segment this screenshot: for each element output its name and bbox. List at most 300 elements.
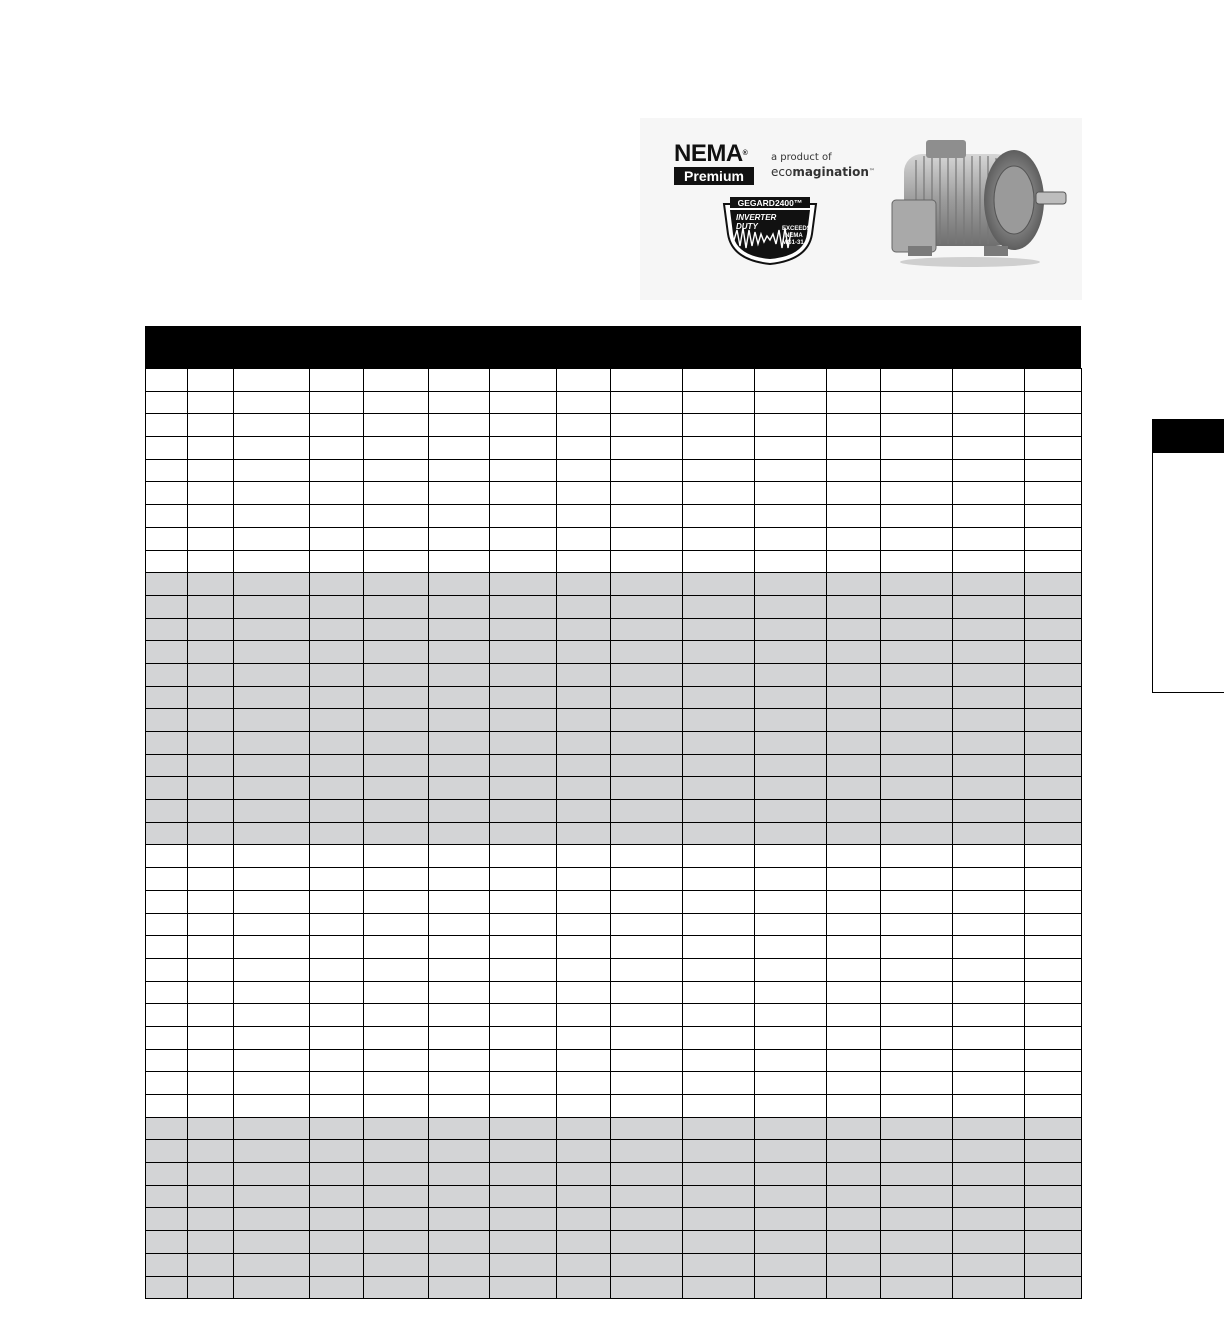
table-cell bbox=[611, 936, 683, 959]
table-cell bbox=[310, 709, 364, 732]
table-cell bbox=[146, 800, 188, 823]
table-cell bbox=[881, 1095, 953, 1118]
table-cell bbox=[188, 595, 234, 618]
table-cell bbox=[953, 437, 1025, 460]
table-cell bbox=[234, 527, 310, 550]
table-cell bbox=[188, 550, 234, 573]
table-cell bbox=[490, 1095, 557, 1118]
table-cell bbox=[755, 414, 827, 437]
table-cell bbox=[557, 1163, 611, 1186]
table-cell bbox=[1025, 482, 1082, 505]
table-cell bbox=[490, 482, 557, 505]
table-cell bbox=[146, 1208, 188, 1231]
table-cell bbox=[953, 641, 1025, 664]
table-cell bbox=[310, 1208, 364, 1231]
table-cell bbox=[953, 936, 1025, 959]
table-cell bbox=[557, 595, 611, 618]
table-cell bbox=[188, 482, 234, 505]
table-cell bbox=[881, 391, 953, 414]
table-cell bbox=[310, 414, 364, 437]
table-cell bbox=[429, 890, 490, 913]
table-cell bbox=[146, 913, 188, 936]
table-cell bbox=[1025, 958, 1082, 981]
table-cell bbox=[755, 1140, 827, 1163]
table-cell bbox=[310, 890, 364, 913]
table-cell bbox=[429, 1208, 490, 1231]
table-cell bbox=[881, 732, 953, 755]
table-cell bbox=[953, 573, 1025, 596]
table-cell bbox=[429, 1117, 490, 1140]
table-cell bbox=[490, 686, 557, 709]
table-cell bbox=[827, 732, 881, 755]
table-row bbox=[146, 573, 1082, 596]
table-cell bbox=[188, 709, 234, 732]
table-row bbox=[146, 845, 1082, 868]
table-cell bbox=[234, 1072, 310, 1095]
table-cell bbox=[490, 1117, 557, 1140]
table-cell bbox=[953, 1185, 1025, 1208]
table-cell bbox=[953, 505, 1025, 528]
table-cell bbox=[611, 890, 683, 913]
table-cell bbox=[755, 732, 827, 755]
table-cell bbox=[557, 1004, 611, 1027]
table-cell bbox=[953, 1163, 1025, 1186]
table-cell bbox=[429, 1163, 490, 1186]
table-cell bbox=[1025, 663, 1082, 686]
table-cell bbox=[611, 505, 683, 528]
table-cell bbox=[953, 1276, 1025, 1299]
table-cell bbox=[310, 1163, 364, 1186]
table-cell bbox=[364, 437, 429, 460]
table-cell bbox=[490, 369, 557, 392]
table-cell bbox=[683, 1253, 755, 1276]
table-row bbox=[146, 1072, 1082, 1095]
table-cell bbox=[234, 482, 310, 505]
table-cell bbox=[364, 1049, 429, 1072]
table-cell bbox=[827, 686, 881, 709]
table-cell bbox=[429, 641, 490, 664]
table-cell bbox=[310, 1231, 364, 1254]
table-cell bbox=[557, 822, 611, 845]
table-cell bbox=[188, 414, 234, 437]
table-cell bbox=[827, 1095, 881, 1118]
table-cell bbox=[188, 1163, 234, 1186]
table-cell bbox=[611, 595, 683, 618]
table-cell bbox=[429, 754, 490, 777]
table-cell bbox=[953, 595, 1025, 618]
table-cell bbox=[755, 527, 827, 550]
table-cell bbox=[146, 686, 188, 709]
table-cell bbox=[1025, 777, 1082, 800]
table-cell bbox=[234, 437, 310, 460]
table-row bbox=[146, 913, 1082, 936]
table-cell bbox=[1025, 936, 1082, 959]
table-cell bbox=[490, 1276, 557, 1299]
table-cell bbox=[490, 1253, 557, 1276]
table-cell bbox=[755, 391, 827, 414]
table-cell bbox=[429, 391, 490, 414]
table-cell bbox=[188, 527, 234, 550]
table-cell bbox=[827, 754, 881, 777]
table-cell bbox=[146, 437, 188, 460]
table-row bbox=[146, 754, 1082, 777]
table-cell bbox=[310, 1253, 364, 1276]
table-cell bbox=[146, 845, 188, 868]
table-cell bbox=[234, 777, 310, 800]
table-cell bbox=[557, 1231, 611, 1254]
table-row bbox=[146, 1095, 1082, 1118]
table-cell bbox=[188, 1185, 234, 1208]
table-cell bbox=[146, 369, 188, 392]
table-row bbox=[146, 482, 1082, 505]
table-cell bbox=[429, 369, 490, 392]
table-cell bbox=[234, 890, 310, 913]
table-cell bbox=[827, 958, 881, 981]
table-cell bbox=[755, 1208, 827, 1231]
table-row bbox=[146, 709, 1082, 732]
table-cell bbox=[146, 618, 188, 641]
table-cell bbox=[881, 868, 953, 891]
table-cell bbox=[234, 1185, 310, 1208]
table-cell bbox=[188, 618, 234, 641]
table-cell bbox=[429, 414, 490, 437]
table-cell bbox=[827, 618, 881, 641]
table-cell bbox=[611, 958, 683, 981]
table-cell bbox=[146, 936, 188, 959]
table-cell bbox=[364, 1185, 429, 1208]
table-cell bbox=[827, 573, 881, 596]
table-cell bbox=[1025, 391, 1082, 414]
table-cell bbox=[683, 641, 755, 664]
table-cell bbox=[364, 663, 429, 686]
table-cell bbox=[953, 1049, 1025, 1072]
table-cell bbox=[881, 1231, 953, 1254]
table-cell bbox=[146, 822, 188, 845]
eco-tm: ™ bbox=[868, 168, 875, 175]
table-cell bbox=[611, 1117, 683, 1140]
table-cell bbox=[881, 1185, 953, 1208]
table-cell bbox=[827, 1140, 881, 1163]
table-cell bbox=[755, 754, 827, 777]
table-cell bbox=[953, 822, 1025, 845]
table-cell bbox=[557, 641, 611, 664]
table-cell bbox=[429, 800, 490, 823]
table-cell bbox=[953, 686, 1025, 709]
table-cell bbox=[188, 1276, 234, 1299]
table-cell bbox=[827, 1072, 881, 1095]
table-cell bbox=[683, 414, 755, 437]
table-cell bbox=[1025, 1185, 1082, 1208]
table-cell bbox=[310, 1276, 364, 1299]
table-cell bbox=[953, 1095, 1025, 1118]
table-cell bbox=[490, 754, 557, 777]
table-cell bbox=[953, 527, 1025, 550]
table-cell bbox=[310, 800, 364, 823]
table-cell bbox=[490, 732, 557, 755]
table-cell bbox=[611, 777, 683, 800]
table-cell bbox=[881, 981, 953, 1004]
table-cell bbox=[188, 1026, 234, 1049]
table-cell bbox=[557, 1117, 611, 1140]
table-cell bbox=[146, 1276, 188, 1299]
table-cell bbox=[429, 550, 490, 573]
table-cell bbox=[755, 459, 827, 482]
gegard-line3: EXCEEDS bbox=[782, 226, 811, 232]
table-row bbox=[146, 527, 1082, 550]
table-cell bbox=[611, 550, 683, 573]
table-cell bbox=[234, 709, 310, 732]
table-cell bbox=[188, 1004, 234, 1027]
table-cell bbox=[611, 981, 683, 1004]
table-cell bbox=[611, 1208, 683, 1231]
table-cell bbox=[1025, 1276, 1082, 1299]
table-cell bbox=[1025, 641, 1082, 664]
table-cell bbox=[364, 573, 429, 596]
table-cell bbox=[557, 981, 611, 1004]
nema-word: NEMA bbox=[674, 140, 743, 167]
table-cell bbox=[611, 1095, 683, 1118]
table-cell bbox=[429, 732, 490, 755]
table-cell bbox=[146, 777, 188, 800]
table-cell bbox=[1025, 369, 1082, 392]
table-cell bbox=[953, 1117, 1025, 1140]
table-cell bbox=[953, 1253, 1025, 1276]
table-cell bbox=[429, 663, 490, 686]
table-cell bbox=[881, 573, 953, 596]
table-cell bbox=[234, 663, 310, 686]
table-cell bbox=[429, 1004, 490, 1027]
table-cell bbox=[557, 754, 611, 777]
table-cell bbox=[1025, 709, 1082, 732]
table-cell bbox=[188, 573, 234, 596]
table-cell bbox=[146, 1231, 188, 1254]
table-cell bbox=[364, 936, 429, 959]
table-cell bbox=[490, 663, 557, 686]
table-cell bbox=[827, 482, 881, 505]
table-cell bbox=[429, 437, 490, 460]
table-cell bbox=[490, 1163, 557, 1186]
table-cell bbox=[953, 663, 1025, 686]
spec-grid bbox=[145, 368, 1082, 1299]
table-cell bbox=[827, 1276, 881, 1299]
table-cell bbox=[827, 1004, 881, 1027]
table-cell bbox=[881, 527, 953, 550]
table-cell bbox=[234, 1095, 310, 1118]
table-cell bbox=[310, 550, 364, 573]
table-cell bbox=[881, 1140, 953, 1163]
table-cell bbox=[234, 1117, 310, 1140]
gegard-line1: INVERTER bbox=[736, 213, 777, 222]
table-cell bbox=[490, 981, 557, 1004]
table-cell bbox=[881, 936, 953, 959]
table-cell bbox=[611, 618, 683, 641]
table-row bbox=[146, 459, 1082, 482]
table-cell bbox=[557, 550, 611, 573]
table-cell bbox=[234, 573, 310, 596]
table-cell bbox=[310, 505, 364, 528]
table-cell bbox=[827, 414, 881, 437]
table-cell bbox=[310, 1026, 364, 1049]
table-cell bbox=[683, 482, 755, 505]
table-cell bbox=[557, 709, 611, 732]
table-cell bbox=[234, 800, 310, 823]
table-cell bbox=[188, 777, 234, 800]
table-cell bbox=[188, 754, 234, 777]
table-cell bbox=[310, 1004, 364, 1027]
table-cell bbox=[490, 459, 557, 482]
table-cell bbox=[490, 595, 557, 618]
table-cell bbox=[881, 1049, 953, 1072]
table-cell bbox=[364, 527, 429, 550]
table-row bbox=[146, 1049, 1082, 1072]
table-row bbox=[146, 437, 1082, 460]
table-cell bbox=[429, 1231, 490, 1254]
table-cell bbox=[490, 1231, 557, 1254]
table-cell bbox=[557, 1140, 611, 1163]
table-cell bbox=[557, 414, 611, 437]
table-cell bbox=[557, 777, 611, 800]
table-cell bbox=[429, 1185, 490, 1208]
table-row bbox=[146, 1276, 1082, 1299]
table-cell bbox=[881, 1253, 953, 1276]
table-cell bbox=[234, 1276, 310, 1299]
table-cell bbox=[1025, 1140, 1082, 1163]
table-cell bbox=[683, 868, 755, 891]
table-cell bbox=[557, 890, 611, 913]
table-row bbox=[146, 1140, 1082, 1163]
table-cell bbox=[683, 550, 755, 573]
table-row bbox=[146, 618, 1082, 641]
table-row bbox=[146, 1163, 1082, 1186]
table-row bbox=[146, 1026, 1082, 1049]
table-cell bbox=[146, 1185, 188, 1208]
table-cell bbox=[827, 369, 881, 392]
gegard-line5: MG1-31 bbox=[782, 240, 804, 246]
table-cell bbox=[953, 414, 1025, 437]
table-cell bbox=[310, 663, 364, 686]
table-cell bbox=[364, 459, 429, 482]
table-cell bbox=[611, 641, 683, 664]
table-cell bbox=[364, 1231, 429, 1254]
table-cell bbox=[557, 868, 611, 891]
table-cell bbox=[234, 732, 310, 755]
table-cell bbox=[490, 550, 557, 573]
table-cell bbox=[490, 1004, 557, 1027]
table-cell bbox=[188, 459, 234, 482]
table-cell bbox=[755, 1117, 827, 1140]
table-cell bbox=[827, 868, 881, 891]
table-cell bbox=[611, 1140, 683, 1163]
table-cell bbox=[827, 936, 881, 959]
table-cell bbox=[310, 868, 364, 891]
table-cell bbox=[557, 663, 611, 686]
table-cell bbox=[310, 754, 364, 777]
table-cell bbox=[755, 641, 827, 664]
table-cell bbox=[611, 459, 683, 482]
table-cell bbox=[683, 777, 755, 800]
table-cell bbox=[881, 641, 953, 664]
table-cell bbox=[1025, 754, 1082, 777]
table-cell bbox=[490, 800, 557, 823]
table-cell bbox=[490, 822, 557, 845]
table-cell bbox=[557, 913, 611, 936]
table-cell bbox=[234, 1140, 310, 1163]
table-cell bbox=[146, 868, 188, 891]
table-cell bbox=[234, 754, 310, 777]
table-cell bbox=[146, 1163, 188, 1186]
table-cell bbox=[755, 618, 827, 641]
table-cell bbox=[310, 641, 364, 664]
table-cell bbox=[146, 391, 188, 414]
table-cell bbox=[188, 369, 234, 392]
table-cell bbox=[234, 1163, 310, 1186]
table-cell bbox=[234, 686, 310, 709]
table-cell bbox=[188, 822, 234, 845]
table-cell bbox=[557, 391, 611, 414]
table-cell bbox=[1025, 618, 1082, 641]
table-cell bbox=[310, 1049, 364, 1072]
table-cell bbox=[881, 1004, 953, 1027]
table-cell bbox=[683, 663, 755, 686]
table-cell bbox=[310, 595, 364, 618]
table-cell bbox=[755, 1276, 827, 1299]
table-cell bbox=[1025, 1026, 1082, 1049]
table-cell bbox=[827, 890, 881, 913]
table-cell bbox=[188, 641, 234, 664]
table-cell bbox=[611, 1276, 683, 1299]
table-row bbox=[146, 1004, 1082, 1027]
table-cell bbox=[683, 505, 755, 528]
table-cell bbox=[881, 800, 953, 823]
table-cell bbox=[188, 913, 234, 936]
table-cell bbox=[827, 391, 881, 414]
table-cell bbox=[429, 845, 490, 868]
table-row bbox=[146, 868, 1082, 891]
table-cell bbox=[683, 1185, 755, 1208]
eco-name-b: magination bbox=[792, 165, 869, 179]
table-cell bbox=[490, 1049, 557, 1072]
table-cell bbox=[881, 369, 953, 392]
table-cell bbox=[490, 1208, 557, 1231]
table-cell bbox=[611, 1049, 683, 1072]
table-cell bbox=[755, 550, 827, 573]
table-cell bbox=[310, 777, 364, 800]
table-cell bbox=[364, 686, 429, 709]
table-cell bbox=[234, 391, 310, 414]
table-row bbox=[146, 890, 1082, 913]
table-cell bbox=[364, 1276, 429, 1299]
table-cell bbox=[827, 845, 881, 868]
table-row bbox=[146, 822, 1082, 845]
table-cell bbox=[827, 550, 881, 573]
table-cell bbox=[429, 459, 490, 482]
table-cell bbox=[953, 1231, 1025, 1254]
table-cell bbox=[827, 1253, 881, 1276]
table-cell bbox=[364, 369, 429, 392]
table-cell bbox=[953, 482, 1025, 505]
table-cell bbox=[310, 981, 364, 1004]
table-cell bbox=[146, 527, 188, 550]
table-cell bbox=[490, 777, 557, 800]
table-cell bbox=[429, 1095, 490, 1118]
table-cell bbox=[146, 550, 188, 573]
table-cell bbox=[490, 936, 557, 959]
table-cell bbox=[683, 732, 755, 755]
table-cell bbox=[683, 845, 755, 868]
table-cell bbox=[146, 641, 188, 664]
table-cell bbox=[827, 505, 881, 528]
table-cell bbox=[234, 505, 310, 528]
